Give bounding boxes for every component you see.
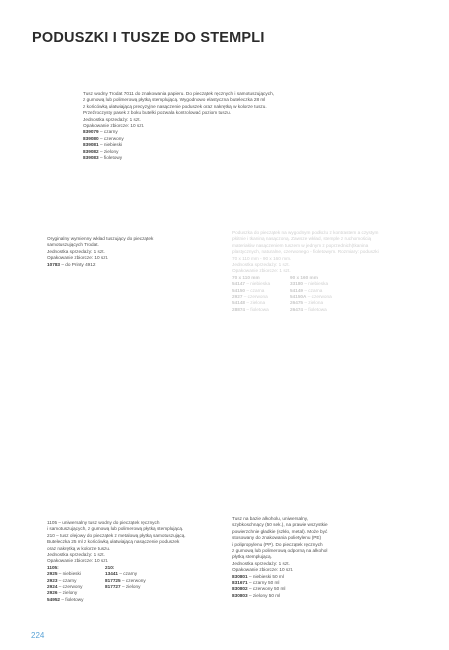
column-header: 70 x 110 mm	[232, 274, 260, 280]
description-line: Przeźroczysty pasek z boku butelki pozwala kontrolować poziom tuszu.	[83, 110, 231, 116]
product-variant: – czarny	[58, 577, 77, 583]
product-variant: – niebieski	[99, 142, 123, 148]
product-item	[47, 597, 105, 603]
product-item	[83, 155, 274, 161]
product-item	[47, 262, 153, 268]
product-variant: – zielony	[58, 590, 78, 596]
product-column	[47, 565, 105, 603]
description-line: Opakowanie zbiorcze: 10 szt.	[232, 567, 294, 573]
product-variant: – niebieski	[58, 571, 81, 577]
column-header: 210:	[105, 564, 115, 570]
description-line: stosowany do znakowania polietylenu (PE)	[232, 535, 322, 541]
column-header: 90 x 160 mm	[290, 274, 318, 280]
product-block-water-oil-ink	[47, 520, 186, 603]
description-line: Opakowanie zbiorcze: 1 szt.	[232, 268, 291, 274]
product-code: 839079	[83, 129, 99, 135]
product-variant: – zielona	[246, 300, 266, 306]
description-line: szybkoschnący (50 sek.), na prawie wszystkie	[232, 522, 328, 528]
product-variant: – fioletowa	[246, 306, 269, 312]
description-line: Buteleczka 25 ml z końcówką ułatwiającą nasączenie poduszek	[47, 539, 180, 545]
product-code: 2924	[47, 584, 58, 590]
product-code: 2926	[47, 590, 58, 596]
product-block-trodat-ink	[83, 91, 274, 161]
product-code: 839080	[83, 135, 99, 141]
product-item	[290, 307, 348, 313]
page-number: 224	[31, 631, 45, 640]
product-code: 13441	[105, 571, 119, 577]
product-variant: – czarny	[99, 129, 118, 135]
product-code: 26474	[290, 306, 304, 312]
description-line: Jednostka sprzedaży: 1 szt.	[232, 560, 290, 566]
description-line: Oryginalny wymienny wkład tuszujący do pieczątek	[47, 236, 154, 241]
product-column	[232, 275, 290, 313]
product-columns	[232, 275, 379, 313]
product-code: 54149	[290, 287, 304, 293]
description-line: 70 x 110 mm - 90 x 160 mm.	[232, 255, 292, 261]
description-line: Jednostka sprzedaży: 1 szt.	[83, 116, 141, 122]
product-variant: – zielona	[304, 300, 324, 306]
product-code: 2923	[47, 577, 58, 583]
product-code: 831671	[232, 580, 248, 586]
product-columns	[47, 565, 186, 603]
product-code: 10783	[47, 261, 61, 267]
product-variant: – niebieska	[304, 281, 329, 287]
product-code: 2927	[232, 294, 243, 300]
product-code: 839082	[83, 148, 99, 154]
description-line: Opakowanie zbiorcze: 10 szt.	[83, 123, 145, 129]
description-line: 210 – tusz olejowy do pieczątek z metalową płytką samotuszującą.	[47, 532, 186, 538]
product-variant: – czarny 50 ml	[248, 580, 280, 586]
description-line: płytką stemplującą.	[232, 554, 272, 560]
description-line: Jednostka sprzedaży: 1 szt.	[232, 262, 290, 268]
product-code: 839081	[83, 142, 99, 148]
product-code: 817725	[105, 577, 121, 583]
product-block-alcohol-ink	[232, 516, 328, 599]
product-code: 830803	[232, 592, 248, 598]
product-item	[105, 584, 163, 590]
product-variant: – zielony	[99, 148, 119, 154]
description-line: i polipropylenu (PP). Do pieczątek ręcznych	[232, 541, 323, 547]
product-variant: – czerwony 50 ml	[248, 586, 286, 592]
product-code: 830802	[232, 586, 248, 592]
product-variant: – niebieska	[246, 281, 271, 287]
description-line: Opakowanie zbiorcze: 10 szt.	[47, 558, 109, 564]
product-item	[232, 307, 290, 313]
description-line: Tusz wodny Trodat 7011 do znakowania papieru. Do pieczątek ręcznych i samotuszujących,	[83, 91, 274, 96]
product-variant: – czerwony	[99, 135, 124, 141]
description-line: samotuszujących Trodat.	[47, 242, 99, 248]
product-code: 28874	[232, 306, 246, 312]
product-code: 54952	[47, 596, 61, 602]
description-line: materiałów nasączeniem tuszem w jednym z poprzednich(tkanina	[232, 242, 369, 248]
description-line: Opakowanie zbiorcze: 10 szt.	[47, 255, 109, 261]
product-variant: – czarna	[246, 287, 265, 293]
product-code: 33180	[290, 281, 304, 287]
page-title: PODUSZKI I TUSZE DO STEMPLI	[32, 30, 265, 46]
product-block-stamp-pads	[232, 230, 379, 313]
column-header: 1105:	[47, 564, 59, 570]
description-line: płótnie i tkaniną nasączoną. Zawsze wkład, stemple z ruchomością	[232, 236, 372, 242]
description-line: oraz nakrętką w kolorze tuszu.	[47, 545, 111, 551]
product-item	[232, 593, 328, 599]
product-variant: – czarny	[119, 571, 138, 577]
description-line: plastycznych, naturalne, czerwonego - fioletowym. Rozmiary: poduszki	[232, 249, 379, 255]
product-code: 54147	[232, 281, 246, 287]
product-block-refill	[47, 236, 153, 268]
product-variant: – czerwona	[307, 294, 332, 300]
product-code: 54150A	[290, 294, 307, 300]
description-line: 1105 – uniwersalny tusz wodny do pieczątek ręcznych	[47, 520, 160, 525]
product-variant: – niebieski 50 ml	[248, 573, 284, 579]
product-code: 54148	[232, 300, 246, 306]
product-code: 830801	[232, 573, 248, 579]
product-code: 2925	[47, 571, 58, 577]
description-line: Jednostka sprzedaży: 1 szt.	[47, 552, 105, 558]
product-variant: – zielony	[121, 584, 141, 590]
product-code: 839083	[83, 155, 99, 161]
product-code: 26475	[290, 300, 304, 306]
description-line: Tusz na bazie alkoholu, uniwersalny,	[232, 516, 309, 521]
product-code: 54150	[232, 287, 246, 293]
description-line: Jednostka sprzedaży: 1 szt.	[47, 248, 105, 254]
product-variant: – zielony 50 ml	[248, 592, 281, 598]
description-line: z gumową lub polimerową płytką stemplującą. Wygodnowo elastyczna buteleczka 28 ml	[83, 97, 266, 103]
description-line: i samotuszujących, z gumową lub polimerową płytką stemplującą.	[47, 526, 184, 532]
description-line: Poduszka do pieczątek na wygodnym podłożu z kontrastem a czystym	[232, 230, 379, 235]
description-line: z gumową lub polimerową odporną na alkohol	[232, 548, 328, 554]
product-code: 817727	[105, 584, 121, 590]
description-line: z końcówką ułatwiającą precyzyjne nasączenie poduszek oraz nakrętką w kolorze tuszu.	[83, 103, 267, 109]
product-variant: – czerwony	[121, 577, 146, 583]
product-column	[105, 565, 163, 603]
product-variant: – fioletowy	[61, 596, 84, 602]
product-variant: – czerwona	[243, 294, 268, 300]
product-column	[290, 275, 348, 313]
description-line: powierzchnie gładkie (szkło, metal). Może być	[232, 528, 328, 534]
product-variant: – czarna	[304, 287, 323, 293]
product-variant: – fioletowy	[99, 155, 123, 161]
product-variant: – czerwony	[58, 584, 83, 590]
product-variant: – do Printy 4912	[61, 261, 96, 267]
product-variant: – fioletowa	[304, 306, 327, 312]
